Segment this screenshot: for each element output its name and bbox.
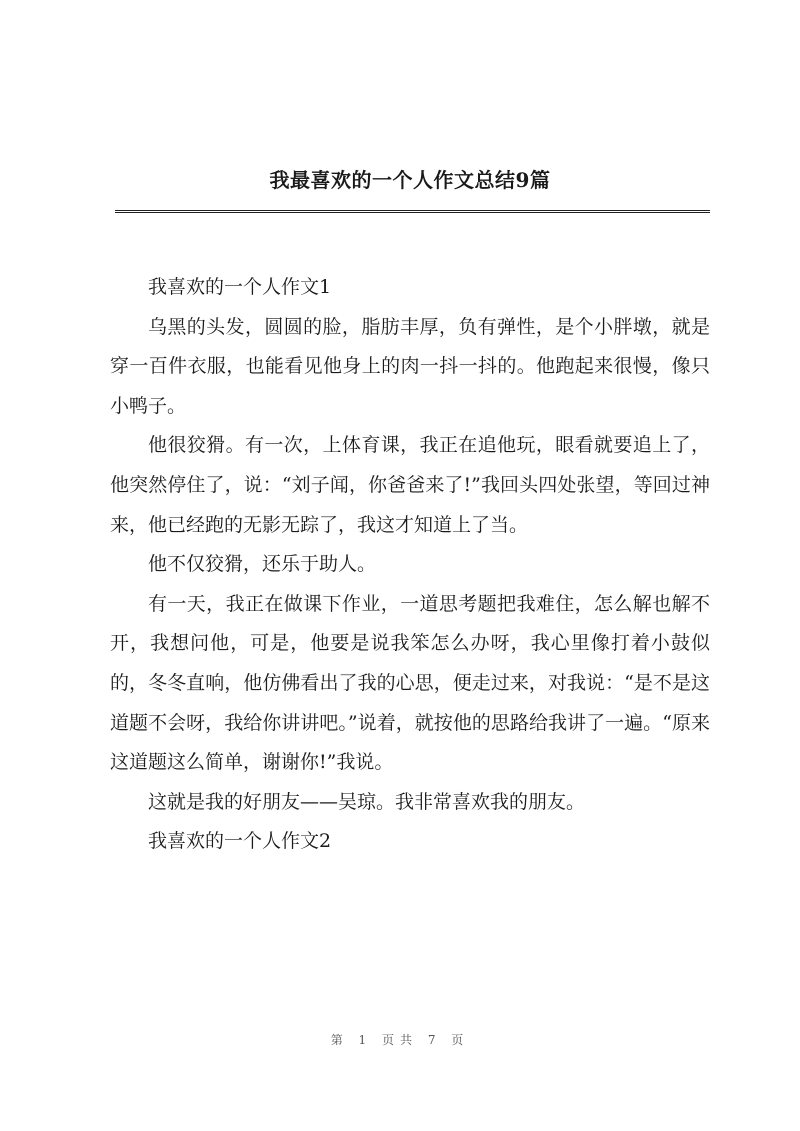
document-body	[110, 268, 710, 862]
title-divider	[115, 210, 710, 213]
paragraph: 他不仅狡猾，还乐于助人。	[148, 553, 377, 576]
document-title: 我最喜欢的一个人作文总结9篇	[269, 168, 551, 192]
paragraph: 他很狡猾。有一次，上体育课，我正在追他玩，眼看就要追上了，他突然停住了，说：“刘子闻，你爸爸来了!”我回头四处张望，等回过神来，他已经跑的无影无踪了，我这才知道上了当。	[110, 434, 710, 536]
paragraph: 有一天，我正在做课下作业，一道思考题把我难住，怎么解也解不开，我想问他，可是，他要是说我笨怎么办呀，我心里像打着小鼓似的，冬冬直响，他仿佛看出了我的心思，便走过来，对我说：“是不是这道题不会呀，我给你讲讲吧。”说着，就按他的思路给我讲了一遍。“原来这道题这么简单，谢谢你!”我说。	[110, 592, 710, 774]
paragraph: 乌黑的头发，圆圆的脸，脂肪丰厚，负有弹性，是个小胖墩，就是穿一百件衣服，也能看见他身上的肉一抖一抖的。他跑起来很慢，像只小鸭子。	[110, 315, 710, 417]
page-footer: 第 1 页共 7 页	[330, 1033, 470, 1047]
paragraph-heading-2: 我喜欢的一个人作文2	[148, 830, 332, 853]
paragraph-heading-1: 我喜欢的一个人作文1	[148, 276, 332, 298]
paragraph: 这就是我的好朋友——吴琼。我非常喜欢我的朋友。	[148, 790, 586, 813]
